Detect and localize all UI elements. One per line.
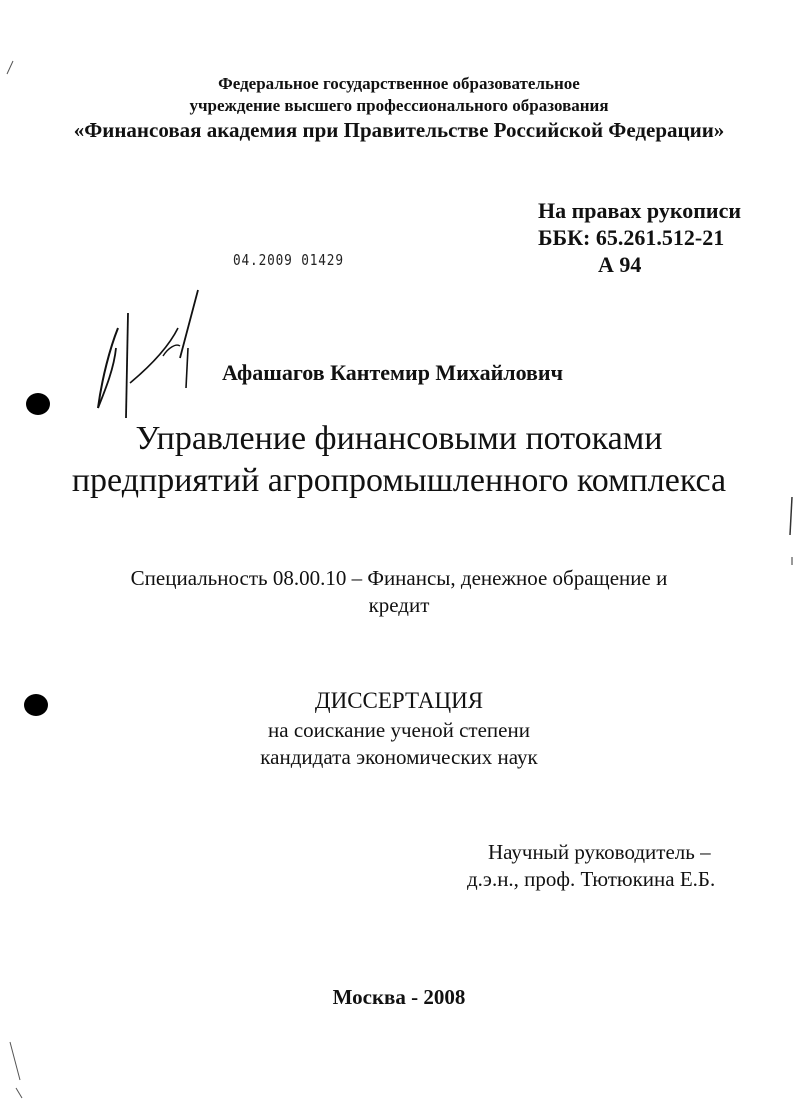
supervisor-name: д.э.н., проф. Тютюкина Е.Б.: [467, 867, 716, 891]
specialty-line-1: Специальность 08.00.10 – Финансы, денежное обращение и: [130, 566, 668, 590]
scan-mark: [6, 1040, 26, 1100]
supervisor-label: Научный руководитель –: [488, 840, 711, 864]
organization-line-3: «Финансовая академия при Правительстве Российской Федерации»: [73, 118, 725, 142]
registration-stamp: 04.2009 01429: [233, 251, 344, 269]
rights-notice: На правах рукописи: [538, 198, 742, 223]
punch-hole: [26, 393, 50, 415]
author-sign-code: А 94: [598, 252, 642, 277]
dissertation-title-line-2: предприятий агропромышленного комплекса: [71, 462, 727, 499]
organization-line-2: учреждение высшего профессионального образования: [189, 96, 609, 115]
degree-line-2: кандидата экономических наук: [260, 745, 538, 769]
handwritten-signature: [88, 288, 213, 423]
work-type: ДИССЕРТАЦИЯ: [314, 688, 484, 713]
author-name: Афашагов Кантемир Михайлович: [222, 360, 564, 385]
city-year: Москва - 2008: [332, 985, 466, 1009]
dissertation-title-line-1: Управление финансовыми потоками: [135, 420, 663, 457]
organization-line-1: Федеральное государственное образовательное: [218, 74, 580, 93]
scan-mark: [4, 60, 16, 76]
punch-hole: [24, 694, 48, 716]
specialty-line-2: кредит: [368, 593, 430, 617]
scan-mark: [786, 495, 796, 575]
bbk-code: ББК: 65.261.512-21: [538, 225, 725, 250]
degree-line-1: на соискание ученой степени: [268, 718, 530, 742]
